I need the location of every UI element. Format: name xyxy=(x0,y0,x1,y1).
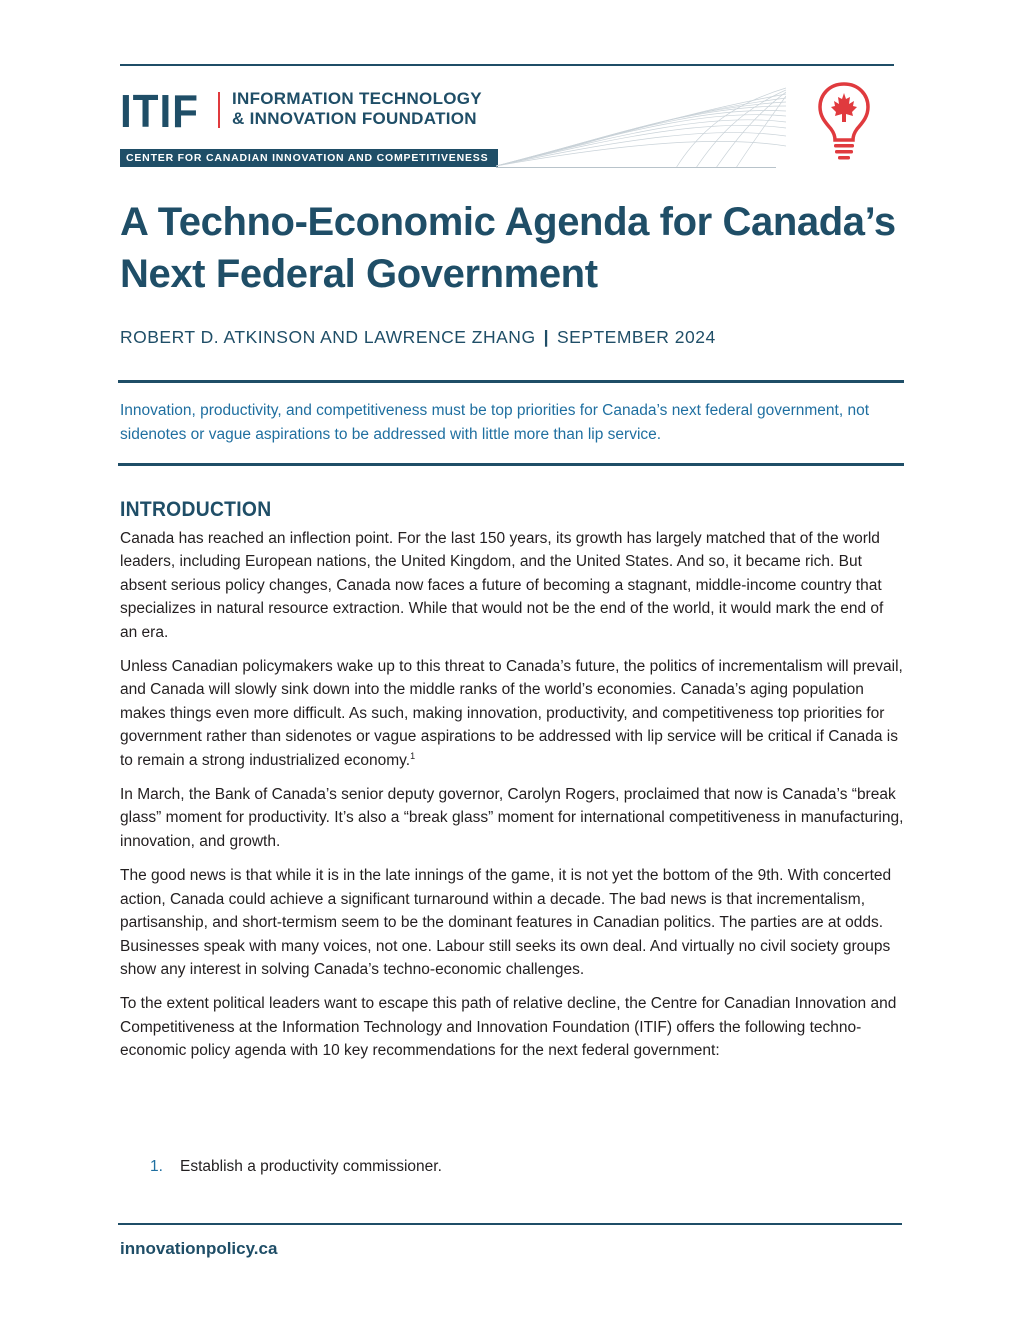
org-name-line2: & INNOVATION FOUNDATION xyxy=(232,109,477,128)
byline-separator: | xyxy=(543,327,549,347)
paragraph: The good news is that while it is in the late innings of the game, it is not yet the bottom of the 9th. With concerted action, Canada could achieve a significant turnaround within a decade. The bad news is that incrementalism, partisanship, and short-termism seem to be the dominant features in Canadian politics. The parties are at odds. Businesses speak with many voices, not one. Labour still seeks its own deal. And virtually no civil society groups show any interest in solving Canada’s techno-economic challenges. xyxy=(120,867,892,978)
list-item xyxy=(150,1155,442,1178)
footnote-reference[interactable]: 1 xyxy=(410,750,416,761)
maple-leaf-lightbulb-icon xyxy=(816,80,872,162)
summary-top-rule xyxy=(118,380,904,383)
page-title: A Techno-Economic Agenda for Canada’s Next Federal Government xyxy=(120,200,896,296)
summary-callout: Innovation, productivity, and competitiveness must be top priorities for Canada’s next federal government, not sidenotes or vague aspirations to be addressed with little more than lip service. xyxy=(120,402,870,443)
list-item-text: Establish a productivity commissioner. xyxy=(180,1158,442,1175)
decorative-underline xyxy=(496,167,776,168)
recommendation-list xyxy=(150,1155,442,1178)
itif-logo-mark: ITIF xyxy=(120,85,199,137)
report-header xyxy=(120,86,894,170)
introduction-body xyxy=(120,527,904,1074)
byline xyxy=(120,326,716,348)
paragraph: In March, the Bank of Canada’s senior deputy governor, Carolyn Rogers, proclaimed that now is Canada’s “break glass” moment for productivity. It’s also a “break glass” moment for international competitiveness in manufacturing, innovation, and growth. xyxy=(120,786,904,850)
footer-rule xyxy=(118,1223,902,1225)
list-item-number: 1. xyxy=(150,1158,163,1175)
logo-divider xyxy=(218,92,220,128)
top-rule xyxy=(120,64,894,66)
authors: ROBERT D. ATKINSON AND LAWRENCE ZHANG xyxy=(120,327,536,347)
paragraph xyxy=(120,655,904,772)
org-name-line1: INFORMATION TECHNOLOGY xyxy=(232,89,482,108)
center-name-banner: CENTER FOR CANADIAN INNOVATION AND COMPETITIVENESS xyxy=(120,149,498,167)
publication-date: SEPTEMBER 2024 xyxy=(556,327,716,347)
paragraph: Canada has reached an inflection point. For the last 150 years, its growth has largely matched that of the world leaders, including European nations, the United Kingdom, and the United States. And so, it became rich. But absent serious policy changes, Canada now faces a future of becoming a stagnant, middle-income country that specializes in natural resource extraction. While that would not be the end of the world, it would mark the end of an era. xyxy=(120,530,884,641)
decorative-wave-lines xyxy=(496,86,786,168)
section-heading-introduction: INTRODUCTION xyxy=(120,498,272,521)
paragraph-text: Unless Canadian policymakers wake up to this threat to Canada’s future, the politics of incrementalism will prevail, and Canada will slowly sink down into the middle ranks of the world’s economies. Canada’s aging population makes things even more difficult. As such, making innovation, productivity, and competitiveness top priorities for government rather than sidenotes or vague aspirations to be addressed with lip service will be critical if Canada is to remain a strong industrialized economy. xyxy=(120,658,903,769)
summary-bottom-rule xyxy=(118,463,904,466)
org-name xyxy=(232,89,482,129)
footer-website-link[interactable]: innovationpolicy.ca xyxy=(120,1239,278,1258)
paragraph: To the extent political leaders want to escape this path of relative decline, the Centre for Canadian Innovation and Competitiveness at the Information Technology and Innovation Foundation (ITIF) offers the following techno-economic policy agenda with 10 key recommendations for the next federal government: xyxy=(120,995,897,1060)
